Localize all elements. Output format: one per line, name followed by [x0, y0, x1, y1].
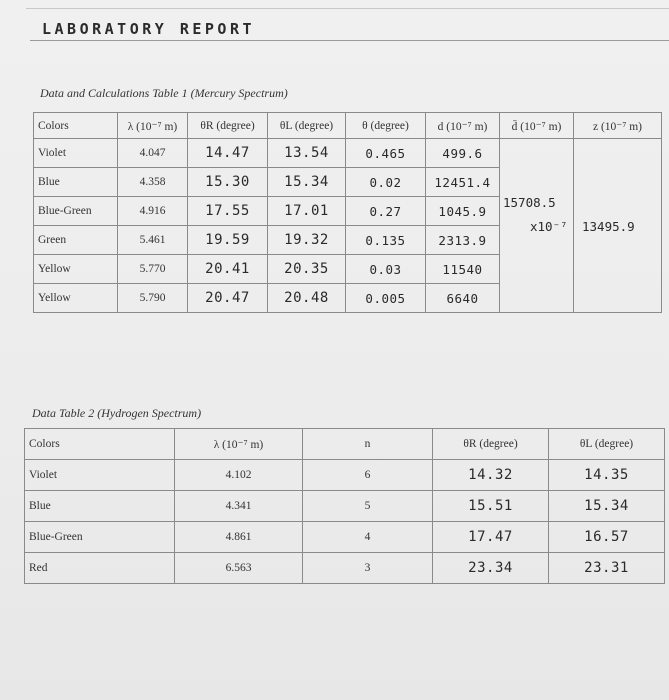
- theta-r-cell: 19.59: [188, 226, 268, 255]
- lambda-cell: 5.461: [118, 226, 188, 255]
- lambda-cell: 4.341: [175, 491, 303, 522]
- theta-l-cell: 20.48: [268, 284, 346, 313]
- d-cell: 6640: [426, 284, 500, 313]
- d-cell: 12451.4: [426, 168, 500, 197]
- theta-l-cell: 19.32: [268, 226, 346, 255]
- n-cell: 4: [303, 522, 433, 553]
- lambda-cell: 4.047: [118, 139, 188, 168]
- color-cell: Yellow: [34, 255, 118, 284]
- col-header-theta-l: θL (degree): [549, 429, 665, 460]
- table2-header-row: [25, 429, 665, 460]
- color-cell: Green: [34, 226, 118, 255]
- theta-l-cell: 14.35: [549, 460, 665, 491]
- z-value: 13495.9: [582, 219, 635, 234]
- table-row: [25, 522, 665, 553]
- theta-cell: 0.005: [346, 284, 426, 313]
- lambda-cell: 4.102: [175, 460, 303, 491]
- theta-l-cell: 20.35: [268, 255, 346, 284]
- color-cell: Blue: [25, 491, 175, 522]
- d-cell: 499.6: [426, 139, 500, 168]
- color-cell: Violet: [34, 139, 118, 168]
- theta-r-cell: 15.51: [433, 491, 549, 522]
- z-cell: [574, 139, 662, 313]
- color-cell: Blue: [34, 168, 118, 197]
- col-header-d: d (10⁻⁷ m): [426, 113, 500, 139]
- col-header-d-avg: d̄ (10⁻⁷ m): [500, 113, 574, 139]
- d-cell: 11540: [426, 255, 500, 284]
- header-divider: [30, 40, 669, 41]
- theta-r-cell: 15.30: [188, 168, 268, 197]
- mercury-table: [33, 112, 662, 313]
- n-cell: 3: [303, 553, 433, 584]
- col-header-theta-r: θR (degree): [188, 113, 268, 139]
- d-cell: 2313.9: [426, 226, 500, 255]
- col-header-colors: Colors: [25, 429, 175, 460]
- theta-l-cell: 16.57: [549, 522, 665, 553]
- d-avg-cell: [500, 139, 574, 313]
- table2-caption: Data Table 2 (Hydrogen Spectrum): [32, 406, 202, 420]
- table-row: [34, 139, 662, 168]
- theta-l-cell: 15.34: [268, 168, 346, 197]
- table1-header-row: [34, 113, 662, 139]
- col-header-lambda: λ (10⁻⁷ m): [118, 113, 188, 139]
- col-header-theta-r: θR (degree): [433, 429, 549, 460]
- col-header-lambda: λ (10⁻⁷ m): [175, 429, 303, 460]
- table1-caption: Data and Calculations Table 1 (Mercury Spectrum): [40, 86, 288, 100]
- theta-r-cell: 23.34: [433, 553, 549, 584]
- theta-r-cell: 14.32: [433, 460, 549, 491]
- color-cell: Blue-Green: [34, 197, 118, 226]
- col-header-theta: θ (degree): [346, 113, 426, 139]
- theta-l-cell: 15.34: [549, 491, 665, 522]
- col-header-z: z (10⁻⁷ m): [574, 113, 662, 139]
- lambda-cell: 4.916: [118, 197, 188, 226]
- hydrogen-table: [24, 428, 665, 584]
- theta-r-cell: 20.41: [188, 255, 268, 284]
- table-row: [25, 491, 665, 522]
- d-avg-value: 15708.5: [503, 195, 556, 210]
- lambda-cell: 4.861: [175, 522, 303, 553]
- n-cell: 6: [303, 460, 433, 491]
- d-avg-unit: x10⁻⁷: [530, 219, 568, 234]
- table-row: [25, 553, 665, 584]
- col-header-theta-l: θL (degree): [268, 113, 346, 139]
- theta-cell: 0.02: [346, 168, 426, 197]
- table-row: [25, 460, 665, 491]
- theta-r-cell: 17.55: [188, 197, 268, 226]
- lambda-cell: 4.358: [118, 168, 188, 197]
- theta-cell: 0.465: [346, 139, 426, 168]
- color-cell: Blue-Green: [25, 522, 175, 553]
- theta-cell: 0.27: [346, 197, 426, 226]
- d-cell: 1045.9: [426, 197, 500, 226]
- theta-r-cell: 14.47: [188, 139, 268, 168]
- theta-r-cell: 17.47: [433, 522, 549, 553]
- theta-l-cell: 13.54: [268, 139, 346, 168]
- theta-cell: 0.135: [346, 226, 426, 255]
- theta-l-cell: 17.01: [268, 197, 346, 226]
- theta-cell: 0.03: [346, 255, 426, 284]
- col-header-colors: Colors: [34, 113, 118, 139]
- color-cell: Yellow: [34, 284, 118, 313]
- theta-l-cell: 23.31: [549, 553, 665, 584]
- top-divider: [26, 8, 669, 9]
- n-cell: 5: [303, 491, 433, 522]
- col-header-n: n: [303, 429, 433, 460]
- lambda-cell: 5.790: [118, 284, 188, 313]
- lambda-cell: 5.770: [118, 255, 188, 284]
- lambda-cell: 6.563: [175, 553, 303, 584]
- color-cell: Violet: [25, 460, 175, 491]
- color-cell: Red: [25, 553, 175, 584]
- theta-r-cell: 20.47: [188, 284, 268, 313]
- report-title: LABORATORY REPORT: [42, 20, 256, 38]
